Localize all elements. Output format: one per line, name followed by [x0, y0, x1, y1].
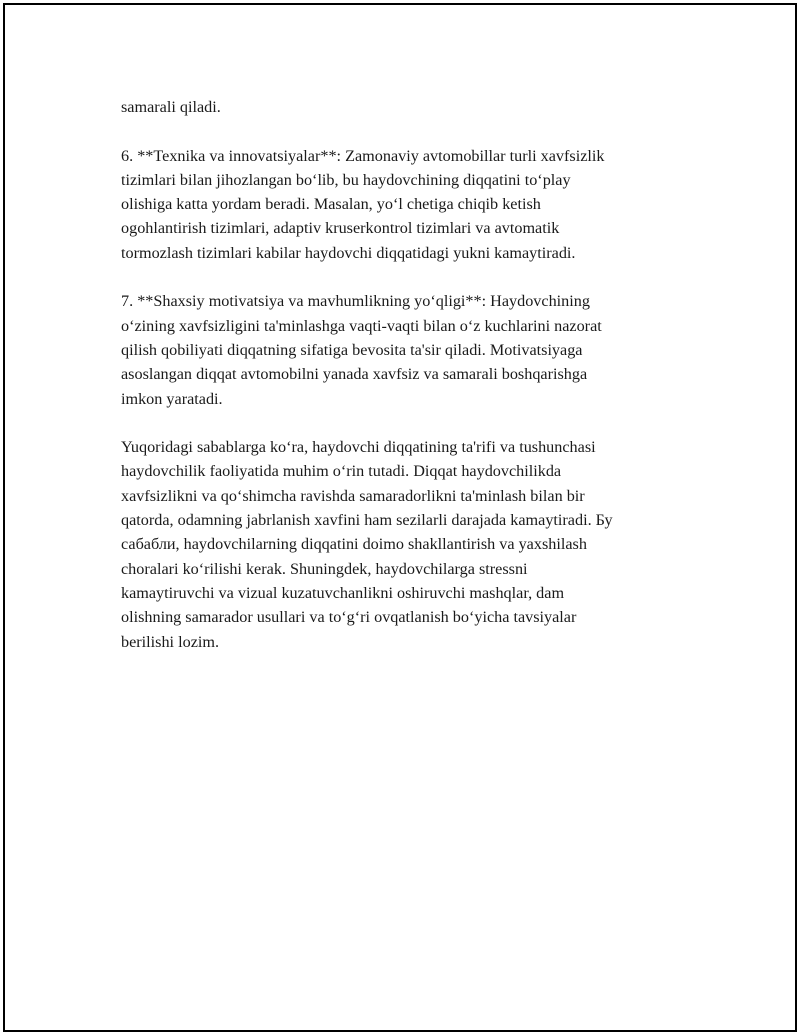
text-line: choralari ko‘rilishi kerak. Shuningdek, haydovchilarga stressni: [121, 559, 528, 578]
text-line: ogohlantirish tizimlari, adaptiv kruserkontrol tizimlari va avtomatik: [121, 219, 560, 238]
text-line: сабабли, haydovchilarning diqqatini doimo shakllantirish va yaxshilash: [121, 535, 587, 554]
paragraph-conclusion: [121, 435, 711, 654]
text-line: qilish qobiliyati diqqatning sifatiga bevosita ta'sir qiladi. Motivatsiyaga: [121, 340, 583, 359]
text-line: 7. **Shaxsiy motivatsiya va mavhumlikning yo‘qligi**: Haydovchining: [121, 292, 590, 311]
document-page: [3, 3, 797, 1032]
text-line: kamaytiruvchi va vizual kuzatuvchanlikni oshiruvchi mashqlar, dam: [121, 583, 565, 602]
paragraph-item-7-motivation: [121, 289, 711, 410]
text-line: xavfsizlikni va qo‘shimcha ravishda samaradorlikni ta'minlash bilan bir: [121, 486, 585, 505]
text-line: olishiga katta yordam beradi. Masalan, yo‘l chetiga chiqib ketish: [121, 195, 541, 214]
text-line: berilishi lozim.: [121, 632, 220, 651]
text-line: samarali qiladi.: [121, 98, 221, 116]
text-line: o‘zining xavfsizligini ta'minlashga vaqti-vaqti bilan o‘z kuchlarini nazorat: [121, 316, 602, 335]
document-body: [121, 95, 711, 654]
text-line: olishning samarador usullari va to‘g‘ri ovqatlanish bo‘yicha tavsiyalar: [121, 608, 577, 627]
text-line: qatorda, odamning jabrlanish xavfini ham sezilarli darajada kamaytiradi. Бу: [121, 511, 613, 530]
text-line: tormozlash tizimlari kabilar haydovchi diqqatidagi yukni kamaytiradi.: [121, 243, 576, 262]
text-line: 6. **Texnika va innovatsiyalar**: Zamonaviy avtomobillar turli xavfsizlik: [121, 146, 605, 165]
text-line: Yuqoridagi sabablarga ko‘ra, haydovchi diqqatining ta'rifi va tushunchasi: [121, 438, 596, 457]
paragraph-item-6-technology: [121, 144, 711, 265]
text-line: asoslangan diqqat avtomobilni yanada xavfsiz va samarali boshqarishga: [121, 365, 588, 384]
text-line: haydovchilik faoliyatida muhim o‘rin tutadi. Diqqat haydovchilikda: [121, 462, 562, 481]
text-line: imkon yaratadi.: [121, 389, 223, 408]
text-line: tizimlari bilan jihozlangan bo‘lib, bu haydovchining diqqatini to‘play: [121, 170, 571, 189]
paragraph-continuation: [121, 95, 711, 119]
